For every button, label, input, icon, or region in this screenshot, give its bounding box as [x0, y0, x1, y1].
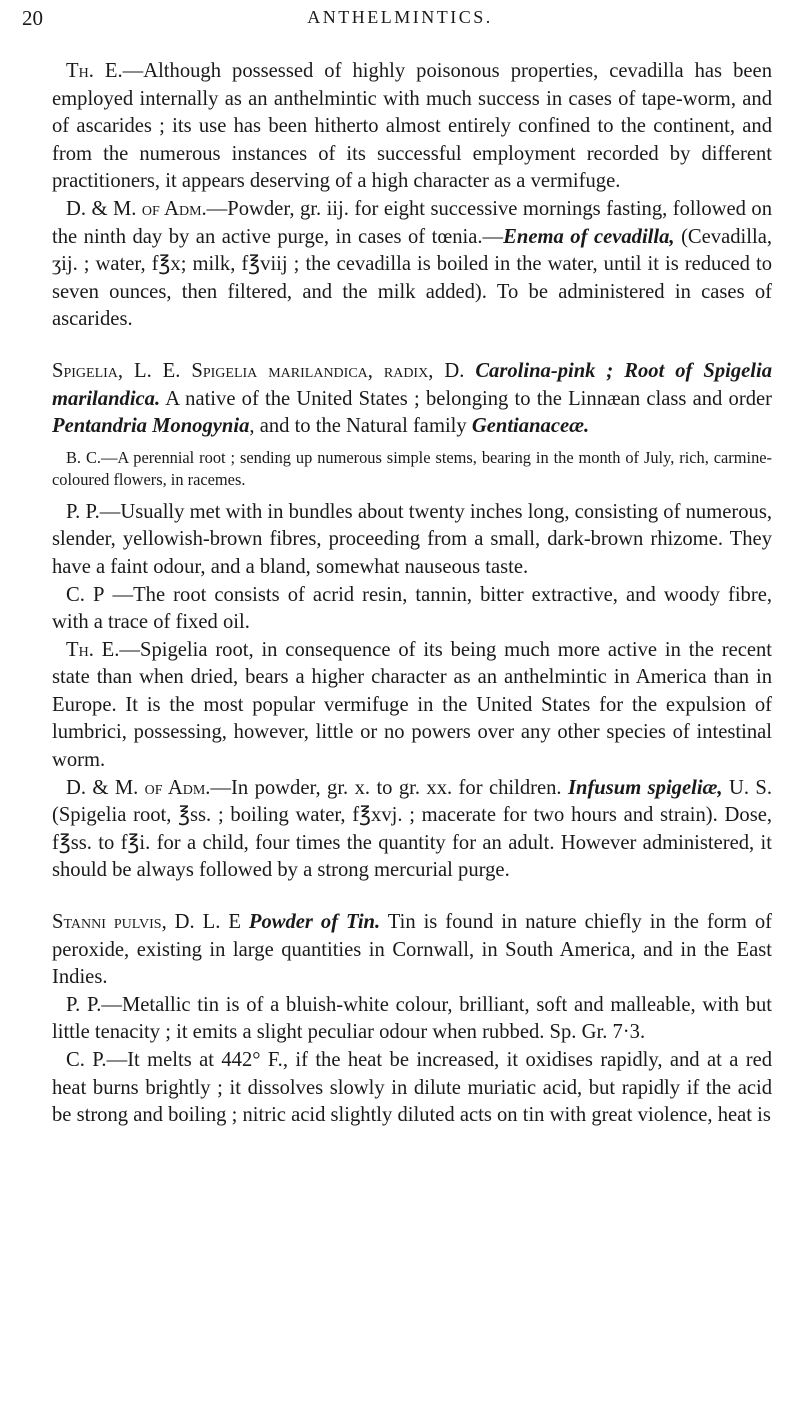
- paragraph-text: —Spigelia root, in consequence of its being much more active in the recent state than when dried, bears a higher character as an anthelmintic in America than in Europe. It is the most popular vermifuge in the United States for the expulsion of lumbrici, possessing, however, little or no powers over any other species of intestinal worm.: [52, 638, 773, 772]
- spigelia-therapeutics-paragraph: [52, 637, 772, 775]
- paragraph-text: —In powder, gr. x. to gr. xx. for children.: [210, 776, 568, 799]
- page-body: [52, 58, 772, 1130]
- spigelia-physical-paragraph: [52, 499, 772, 582]
- running-head: ANTHELMINTICS.: [307, 7, 493, 27]
- spigelia-botanical-note: B. C.—A perennial root ; sending up numerous simple stems, bearing in the month of July, rich, carmine-coloured flowers, in racemes.: [52, 447, 772, 489]
- spigelia-chemical-paragraph: [52, 582, 772, 637]
- entry-latin: Spigelia marilandica, radix: [191, 359, 429, 382]
- section-label: Th. E.: [66, 638, 120, 661]
- paragraph-text: —Although possessed of highly poisonous properties, cevadilla has been employed internally as an anthelmintic with much success in cases of tape-worm, and of ascarides ; its use has been hitherto almost entirely confined to the continent, and from the numerous instances of its successful employment recorded by different practitioners, it appears deserving of a high character as a vermifuge.: [52, 60, 772, 193]
- preparation-name: Enema of cevadilla,: [503, 225, 675, 248]
- cevadilla-therapeutics-paragraph: [52, 58, 772, 196]
- stanni-heading-paragraph: [52, 909, 772, 992]
- paragraph-text: —The root consists of acrid resin, tannin, bitter extractive, and woody fibre, with a trace of fixed oil.: [52, 583, 772, 634]
- section-label: C. P: [66, 583, 105, 606]
- paragraph-text: (Cevadilla, ʒij. ; water, f℥x; milk, f℥viij ; the cevadilla is boiled in the water, until it is reduced to seven ounces, then filtered, and the milk added). To be administered in cases of ascarides.: [52, 225, 772, 331]
- paragraph-text: U. S. (Spigelia root, ℥ss. ; boiling water, f℥xvj. ; macerate for two hours and strain). Dose, f℥ss. to f℥i. for a child, four times the quantity for an adult. However administered, it should be always followed by a strong mercurial purge.: [52, 776, 772, 882]
- spigelia-dose-paragraph: [52, 775, 772, 885]
- section-label: D. & M. of Adm.: [66, 776, 211, 799]
- preparation-name: Infusum spigeliæ,: [567, 776, 723, 799]
- cevadilla-dose-paragraph: [52, 196, 772, 334]
- entry-refs: , L. E.: [117, 359, 192, 382]
- entry-refs: , D. L. E: [161, 911, 249, 934]
- entry-common-name: Powder of Tin.: [248, 911, 381, 934]
- spigelia-heading-paragraph: [52, 358, 772, 441]
- page-header: [22, 6, 778, 36]
- stanni-physical-paragraph: [52, 992, 772, 1047]
- entry-title: Stanni pulvis: [52, 911, 162, 934]
- paragraph-text: —It melts at 442° F., if the heat be increased, it oxidises rapidly, and at a red heat burns brightly ; it dissolves slowly in dilute muriatic acid, but rapidly if the acid be strong and boiling ; nitric acid slightly diluted acts on tin with great violence, heat is: [52, 1049, 773, 1127]
- paragraph-text: A native of the United States ; belonging to the Linnæan class and order: [160, 387, 772, 410]
- entry-common-name: Carolina-pink ; Root of Spigelia marilandica.: [52, 359, 773, 410]
- natural-family: Gentianaceæ.: [471, 415, 590, 438]
- stanni-chemical-paragraph: [52, 1047, 772, 1130]
- section-label: D. & M. of Adm.: [66, 197, 207, 220]
- page-number: 20: [22, 6, 43, 30]
- paragraph-text: Tin is found in nature chiefly in the form of peroxide, existing in large quantities in Cornwall, in South America, and in the East Indies.: [52, 911, 773, 989]
- paragraph-text: —Powder, gr. iij. for eight successive mornings fasting, followed on the ninth day by an active purge, in cases of tœnia.—: [52, 197, 772, 248]
- section-label: C. P.: [66, 1049, 107, 1071]
- entry-title: Spigelia: [52, 359, 118, 382]
- paragraph-text: , and to the Natural family: [249, 415, 472, 438]
- section-label: P. P.: [66, 500, 100, 523]
- section-label: Th. E.: [66, 60, 123, 82]
- entry-refs: , D.: [428, 359, 476, 382]
- paragraph-text: —Metallic tin is of a bluish-white colour, brilliant, soft and malleable, with but little tenacity ; it emits a slight peculiar odour when rubbed. Sp. Gr. 7·3.: [52, 993, 772, 1044]
- paragraph-text: —Usually met with in bundles about twenty inches long, consisting of numerous, slender, yellowish-brown fibres, proceeding from a small, dark-brown rhizome. They have a faint odour, and a bland, somewhat nauseous taste.: [52, 500, 772, 578]
- section-label: P. P.: [66, 993, 102, 1016]
- linnaean-class: Pentandria Monogynia: [52, 415, 250, 438]
